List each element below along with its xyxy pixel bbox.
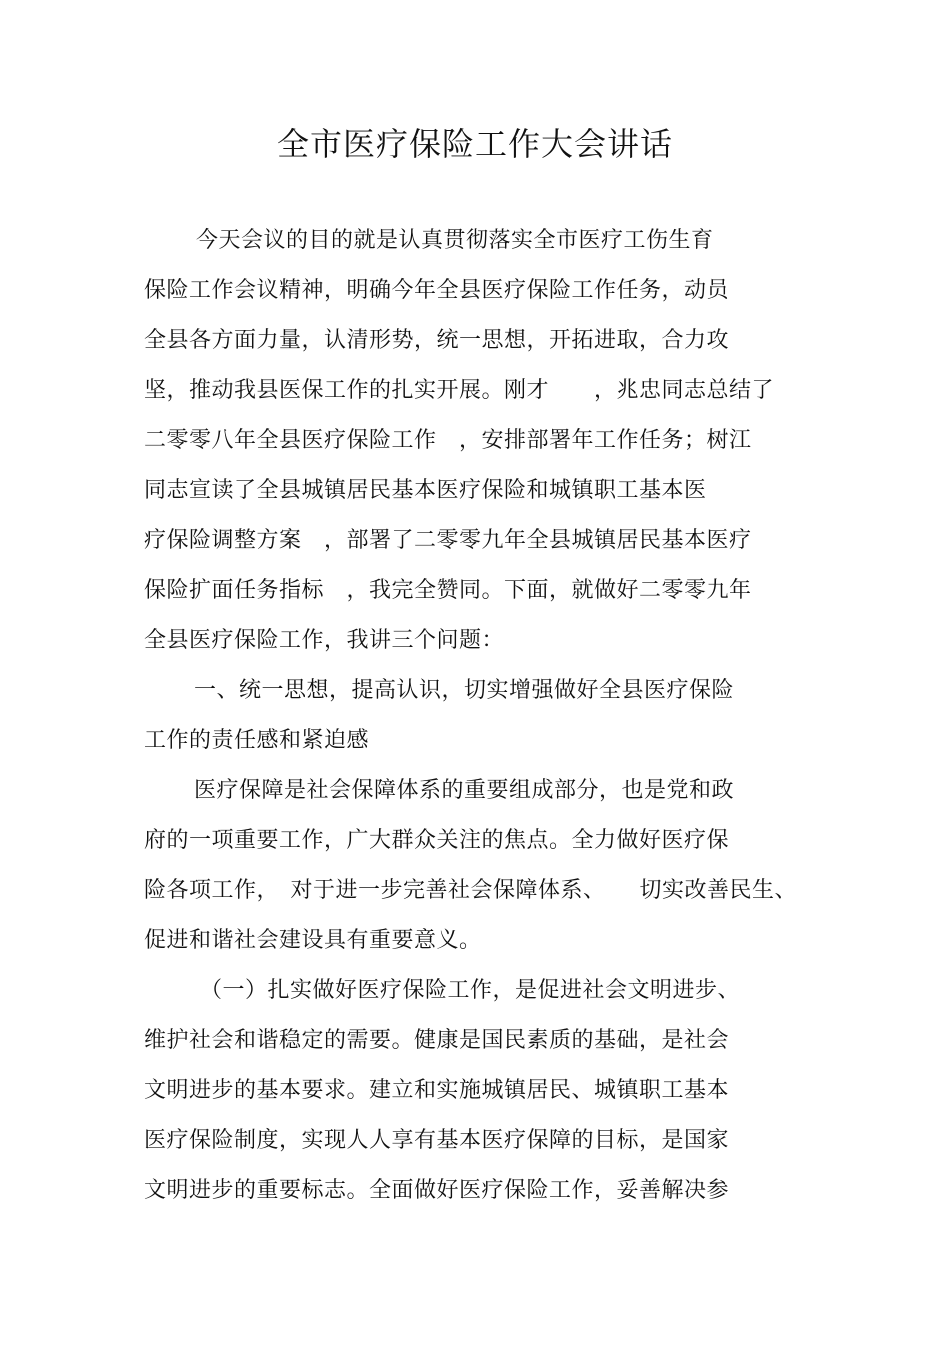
body-line: 府的一项重要工作，广大群众关注的焦点。全力做好医疗保 (144, 828, 730, 853)
body-line: 保险扩面任务指标 ，我完全赞同。下面，就做好二零零九年 (144, 578, 752, 603)
body-line: 医疗保险制度，实现人人享有基本医疗保障的目标，是国家 (144, 1128, 730, 1153)
body-line: 文明进步的基本要求。建立和实施城镇居民、城镇职工基本 (144, 1078, 730, 1103)
body-line: 维护社会和谐稳定的需要。健康是国民素质的基础，是社会 (144, 1028, 730, 1053)
body-line: 促进和谐社会建设具有重要意义。 (144, 928, 482, 953)
body-line: 全县各方面力量，认清形势，统一思想，开拓进取，合力攻 (144, 328, 730, 353)
body-line: 今天会议的目的就是认真贯彻落实全市医疗工伤生育 (196, 228, 714, 253)
body-line: 疗保险调整方案 ，部署了二零零九年全县城镇居民基本医疗 (144, 528, 752, 553)
body-line: 二零零八年全县医疗保险工作 ，安排部署年工作任务；树江 (144, 428, 752, 453)
body-line: 坚，推动我县医保工作的扎实开展。刚才 ，兆忠同志总结了 (144, 378, 775, 403)
section-heading-line: 一、统一思想，提高认识，切实增强做好全县医疗保险 (194, 678, 735, 703)
body-line: 险各项工作， 对于进一步完善社会保障体系、 切实改善民生、 (144, 878, 798, 903)
section-heading-line: 工作的责任感和紧迫感 (144, 728, 370, 753)
subsection-line: （一）扎实做好医疗保险工作，是促进社会文明进步、 (200, 978, 741, 1003)
body-line: 文明进步的重要标志。全面做好医疗保险工作，妥善解决参 (144, 1178, 730, 1203)
body-line: 保险工作会议精神，明确今年全县医疗保险工作任务，动员 (144, 278, 730, 303)
document-title: 全市医疗保险工作大会讲话 (276, 125, 673, 163)
body-line: 医疗保障是社会保障体系的重要组成部分，也是党和政 (194, 778, 735, 803)
body-line: 同志宣读了全县城镇居民基本医疗保险和城镇职工基本医 (144, 478, 707, 503)
body-line: 全县医疗保险工作，我讲三个问题： (144, 628, 505, 653)
